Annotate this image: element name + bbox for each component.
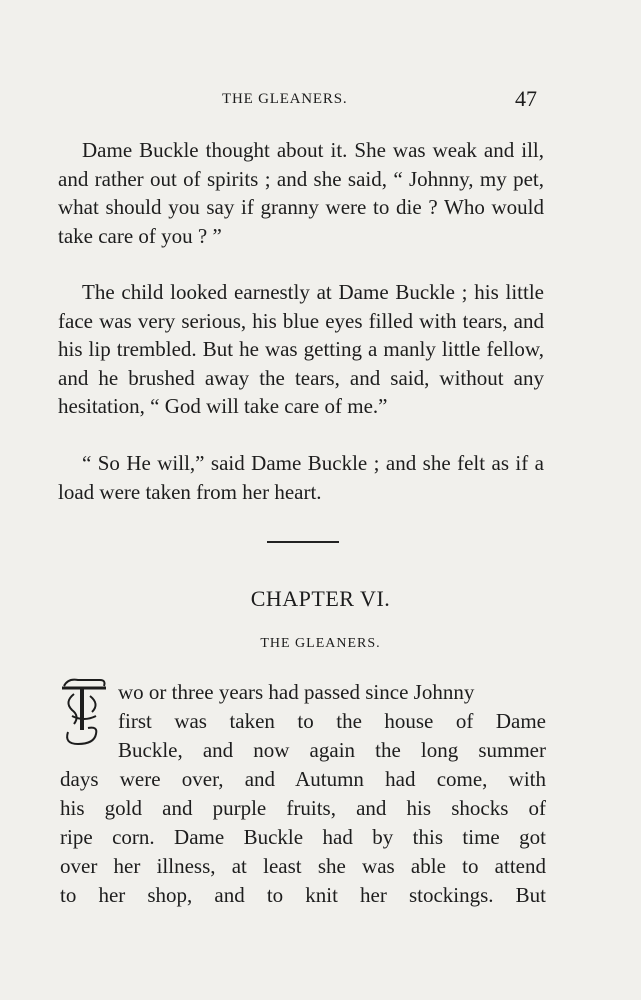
chapter-body (60, 765, 546, 910)
text-line: ripe corn. Dame Buckle had by this time got (60, 825, 546, 849)
drop-cap-letter: T (82, 712, 83, 713)
paragraph-text: “ So He will,” said Dame Buckle ; and she felt as if a load were taken from her heart. (58, 451, 544, 504)
text-line: to her shop, and to knit her stockings. But (60, 883, 546, 907)
chapter-title: CHAPTER VI. (250, 586, 391, 611)
dropcap-lines (118, 678, 546, 765)
text-line: first was taken to the house of Dame (118, 709, 546, 733)
chapter-subtitle: THE GLEANERS. (260, 636, 381, 651)
paragraph-2 (58, 278, 544, 421)
paragraph-1 (58, 136, 544, 250)
text-line: his gold and purple fruits, and his shocks of (60, 796, 546, 820)
paragraph-3 (58, 449, 544, 506)
running-title: THE GLEANERS. (222, 91, 348, 107)
text-line: over her illness, at least she was able to attend (60, 854, 546, 878)
ornamental-initial-t (60, 672, 108, 750)
text-line: Buckle, and now again the long summer (118, 738, 546, 762)
page-number: 47 (515, 86, 537, 111)
paragraph-text: The child looked earnestly at Dame Buckle ; his little face was very serious, his blue eyes filled with tears, and his lip trembled. But he was getting a manly little fellow, and he brushed away the tears, and said, without any hesitation, “ God will take care of me.” (58, 280, 544, 419)
text-line: wo or three years had passed since Johnny (118, 680, 475, 704)
running-head (0, 88, 641, 112)
text-line: days were over, and Autumn had come, with (60, 767, 546, 791)
section-divider (267, 541, 339, 543)
paragraph-text: Dame Buckle thought about it. She was weak and ill, and rather out of spirits ; and she said, “ Johnny, my pet, what should you say if granny were to die ? Who would take care of you ? ” (58, 138, 544, 248)
